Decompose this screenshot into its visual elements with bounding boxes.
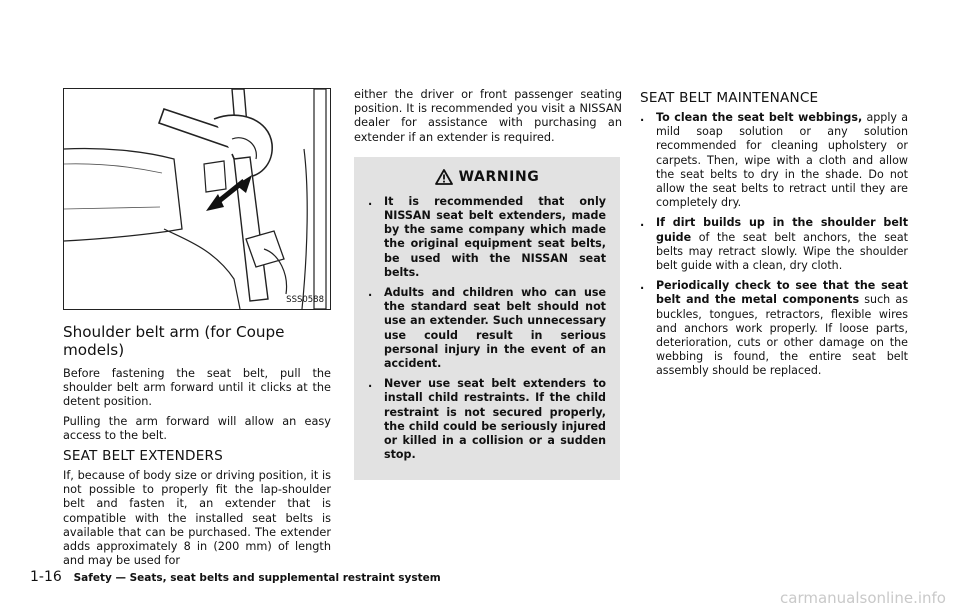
list-item: . Periodically check to see that the seat belt and the metal components such as buckles, tongues, retractors, flexible wires and anchors work properly. If loose parts, deterioration, cuts or other damage on the webbing is found, the entire seat belt assembly should be replaced. [640, 279, 908, 378]
paragraph: either the driver or front passenger seating position. It is recommended you visit a NISSAN dealer for assistance with purchasing an extender if an extender is required. [354, 88, 622, 144]
list-item: . If dirt builds up in the shoulder belt guide of the seat belt anchors, the seat belts may retract slowly. Wipe the shoulder belt guide with a clean, dry cloth. [640, 216, 908, 273]
list-item: . To clean the seat belt webbings, apply a mild soap solution or any solution recommended for cleaning upholstery or carpets. Then, wipe with a cloth and allow the seat belts to dry in the shade. Do not allow the seat belts to retract until they are completely dry. [640, 111, 909, 210]
watermark: carmanualsonline.info [780, 589, 946, 607]
paragraph: If, because of body size or driving position, it is not possible to properly fit the lap-shoulder belt and fasten it, an extender that is compatible with the installed seat belts is available that can be purchased. The extender adds approximately 8 in (200 mm) of length and may be used for [63, 469, 331, 568]
list-item: . It is recommended that only NISSAN seat belt extenders, made by the same company which made the original equipment seat belts, be used with the NISSAN seat belts. [368, 194, 606, 279]
paragraph: Pulling the arm forward will allow an easy access to the belt. [63, 414, 331, 442]
list-item: . Adults and children who can use the standard seat belt should not use an extender. Such unnecessary use could result in serious personal injury in the event of an accident. [368, 286, 606, 371]
warning-list [368, 195, 606, 463]
warning-title [368, 169, 606, 185]
paragraph: Before fastening the seat belt, pull the shoulder belt arm forward until it clicks at the detent position. [63, 367, 331, 409]
middle-column [354, 88, 622, 480]
shoulder-belt-arm-heading: Shoulder belt arm (for Coupe models) [63, 323, 285, 359]
seat-belt-arm-drawing [64, 89, 330, 309]
right-column [640, 90, 908, 385]
seat-belt-extenders-heading: SEAT BELT EXTENDERS [63, 448, 223, 465]
left-column [63, 88, 331, 573]
list-item: . Never use seat belt extenders to install child restraints. If the child restraint is not secured properly, the child could be seriously injured or killed in a collision or a sudden stop. [368, 377, 606, 462]
page-footer [30, 569, 441, 585]
warning-box [354, 157, 620, 481]
warning-label: WARNING [458, 168, 540, 185]
chapter-title: Safety — Seats, seat belts and supplemental restraint system [73, 572, 441, 584]
shoulder-belt-arm-illustration [63, 88, 331, 310]
figure-caption: SSS0588 [286, 295, 324, 305]
maintenance-list [640, 111, 908, 379]
page-number: 1-16 [30, 569, 62, 585]
seat-belt-maintenance-heading: SEAT BELT MAINTENANCE [640, 90, 819, 106]
warning-triangle-icon [435, 169, 453, 185]
